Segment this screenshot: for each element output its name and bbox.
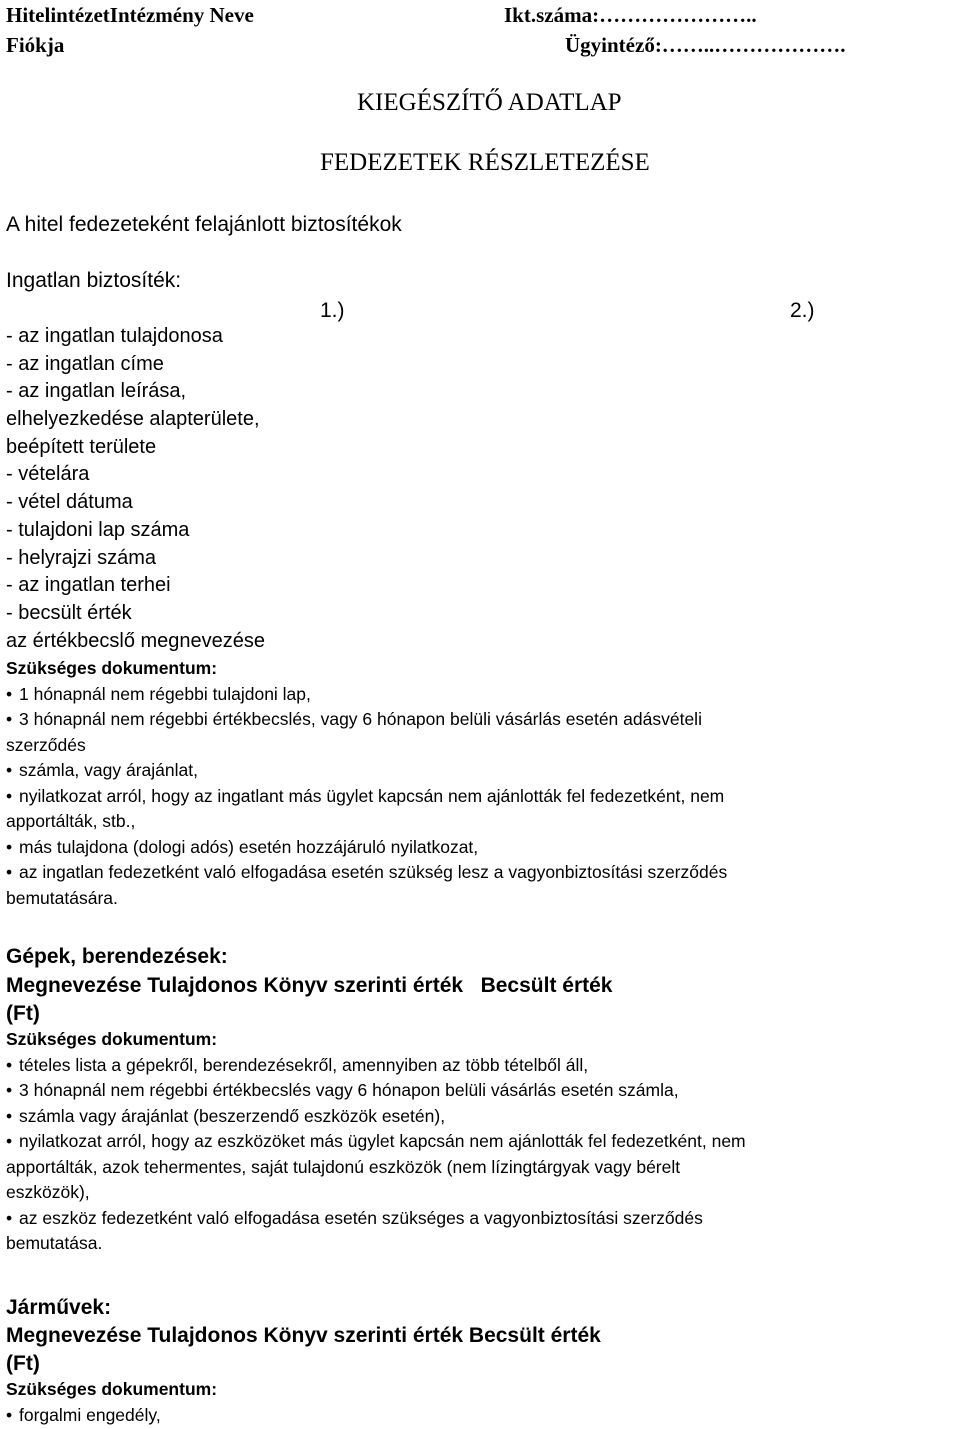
doc-item-cont: eszközök), (6, 1182, 90, 1202)
main-title: KIEGÉSZÍTŐ ADATLAP (357, 89, 622, 116)
doc-item: • számla vagy árajánlat (beszerzendő eszközök esetén), (6, 1104, 746, 1130)
field-line: - vétel dátuma (6, 491, 133, 514)
doc-heading: Szükséges dokumentum: (6, 1379, 218, 1399)
machines-columns: Megnevezése Tulajdonos Könyv szerinti érték Becsült érték (6, 974, 613, 997)
doc-item: • az eszköz fedezetként való elfogadása esetén szükséges a vagyonbiztosítási szerződés (6, 1206, 746, 1232)
machines-unit: (Ft) (6, 1002, 40, 1025)
column-1-label: 1.) (320, 299, 345, 322)
file-number: Ikt.száma:………………….. (504, 3, 757, 27)
field-line: beépített területe (6, 435, 157, 458)
branch-name: Fiókja (6, 33, 65, 57)
doc-heading: Szükséges dokumentum: (6, 1029, 218, 1049)
doc-item-cont: szerződés (6, 734, 86, 755)
real-estate-heading: Ingatlan biztosíték: (6, 269, 182, 292)
doc-item-cont: apportálták, stb., (6, 811, 136, 831)
field-line: az értékbecslő megnevezése (6, 629, 266, 652)
vehicles-columns: Megnevezése Tulajdonos Könyv szerinti érték Becsült érték (6, 1324, 601, 1347)
doc-item: • nyilatkozat arról, hogy az eszközöket más ügylet kapcsán nem ajánlották fel fedezetként, nem (6, 1129, 746, 1155)
doc-item: • 1 hónapnál nem régebbi tulajdoni lap, (6, 682, 727, 708)
vehicles-heading: Járművek: (6, 1296, 112, 1319)
real-estate-fields (6, 323, 265, 655)
intro-text: A hitel fedezeteként felajánlott biztosítékok (6, 213, 402, 236)
doc-item-cont: bemutatása. (6, 1233, 103, 1253)
field-line: - tulajdoni lap száma (6, 518, 190, 541)
doc-item: • nyilatkozat arról, hogy az ingatlant más ügylet kapcsán nem ajánlották fel fedezetként, nem (6, 784, 727, 810)
field-line: elhelyezkedése alapterülete, (6, 408, 260, 431)
column-2-label: 2.) (790, 299, 815, 322)
institution-name: HitelintézetIntézmény Neve (6, 3, 254, 27)
vehicles-unit: (Ft) (6, 1352, 40, 1375)
doc-item: • tételes lista a gépekről, berendezésekről, amennyiben az több tételből áll, (6, 1053, 746, 1079)
field-line: - az ingatlan tulajdonosa (6, 325, 223, 347)
field-line: - becsült érték (6, 601, 132, 624)
doc-item: • számla, vagy árajánlat, (6, 758, 727, 784)
doc-heading: Szükséges dokumentum: (6, 658, 218, 678)
doc-item: • 3 hónapnál nem régebbi értékbecslés vagy 6 hónapon belüli vásárlás esetén számla, (6, 1078, 746, 1104)
doc-item: • más tulajdona (dologi adós) esetén hozzájáruló nyilatkozat, (6, 835, 727, 861)
field-line: - az ingatlan terhei (6, 574, 171, 597)
doc-item-cont: bemutatására. (6, 887, 118, 908)
doc-item-cont: apportálták, azok tehermentes, saját tulajdonú eszközök (nem lízingtárgyak vagy bérelt (6, 1156, 681, 1177)
doc-item: • az ingatlan fedezetként való elfogadása esetén szükség lesz a vagyonbiztosítási szerződés (6, 860, 727, 886)
field-line: - az ingatlan címe (6, 352, 164, 375)
field-line: - vételára (6, 463, 90, 486)
machines-docs (6, 1027, 746, 1257)
vehicles-docs (6, 1377, 217, 1428)
administrator: Ügyintéző:……..………………. (565, 33, 846, 57)
machines-heading: Gépek, berendezések: (6, 945, 228, 968)
field-line: - helyrajzi száma (6, 546, 157, 569)
sub-title: FEDEZETEK RÉSZLETEZÉSE (320, 149, 650, 176)
field-line: - az ingatlan leírása, (6, 380, 187, 403)
doc-item: • forgalmi engedély, (6, 1403, 217, 1429)
real-estate-docs (6, 656, 727, 911)
doc-item: • 3 hónapnál nem régebbi értékbecslés, vagy 6 hónapon belüli vásárlás esetén adásvételi (6, 707, 727, 733)
